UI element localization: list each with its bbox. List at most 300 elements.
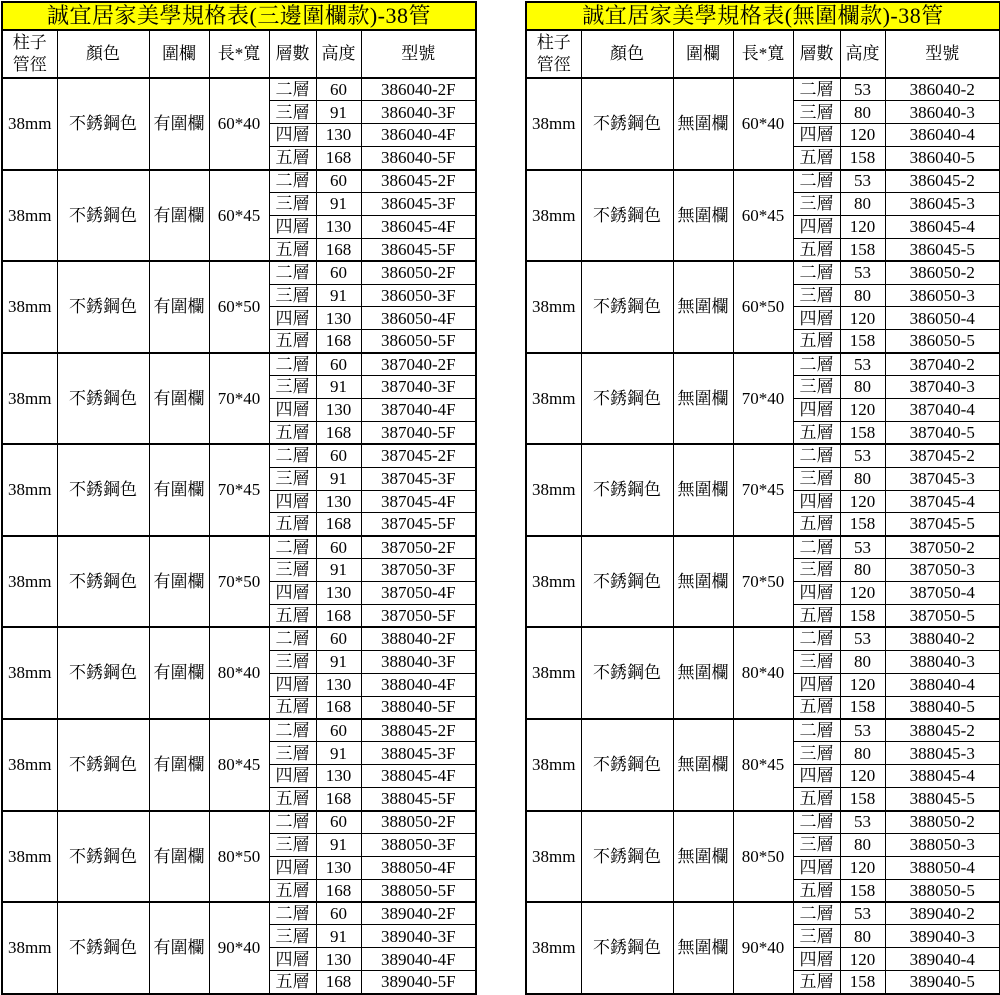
fence-cell: 無圍欄 (673, 170, 733, 262)
layers-cell: 三層 (793, 742, 840, 765)
model-cell: 387045-5F (361, 513, 476, 536)
layers-cell: 四層 (269, 490, 316, 513)
column-header-color: 顏色 (57, 30, 149, 78)
height-cell: 60 (316, 627, 361, 650)
spec-tables-container (1, 1, 1000, 995)
model-cell: 386040-5F (361, 147, 476, 170)
height-cell: 158 (840, 421, 885, 444)
fence-cell: 有圍欄 (149, 902, 209, 994)
size-cell: 90*40 (209, 902, 269, 994)
model-cell: 386045-3F (361, 192, 476, 215)
layers-cell: 三層 (269, 284, 316, 307)
spec-table-unfenced (525, 1, 1000, 995)
layers-cell: 二層 (269, 353, 316, 376)
model-cell: 388045-4 (885, 765, 1000, 788)
layers-cell: 三層 (269, 833, 316, 856)
height-cell: 158 (840, 696, 885, 719)
spec-row (526, 261, 1000, 284)
model-cell: 388050-3F (361, 833, 476, 856)
layers-cell: 三層 (269, 101, 316, 124)
color-cell: 不銹鋼色 (581, 719, 673, 811)
height-cell: 120 (840, 673, 885, 696)
model-cell: 386040-5 (885, 147, 1000, 170)
model-cell: 387050-3 (885, 559, 1000, 582)
size-cell: 70*45 (733, 444, 793, 536)
table-header-row (526, 30, 1000, 78)
column-header-layers: 層數 (793, 30, 840, 78)
diameter-cell: 38mm (2, 811, 57, 903)
model-cell: 387045-3 (885, 467, 1000, 490)
model-cell: 387045-2 (885, 444, 1000, 467)
height-cell: 60 (316, 719, 361, 742)
height-cell: 91 (316, 101, 361, 124)
model-cell: 386045-4 (885, 215, 1000, 238)
model-cell: 387050-5 (885, 604, 1000, 627)
layers-cell: 四層 (793, 856, 840, 879)
height-cell: 158 (840, 147, 885, 170)
model-cell: 388045-5 (885, 788, 1000, 811)
layers-cell: 五層 (269, 971, 316, 994)
model-cell: 388040-2 (885, 627, 1000, 650)
color-cell: 不銹鋼色 (581, 811, 673, 903)
column-header-size: 長*寬 (733, 30, 793, 78)
layers-cell: 四層 (793, 215, 840, 238)
size-cell: 60*50 (209, 261, 269, 353)
layers-cell: 二層 (793, 444, 840, 467)
model-cell: 388040-5 (885, 696, 1000, 719)
model-cell: 389040-4F (361, 948, 476, 971)
layers-cell: 五層 (793, 879, 840, 902)
column-header-line: 柱子 (536, 32, 571, 52)
height-cell: 53 (840, 170, 885, 193)
height-cell: 53 (840, 78, 885, 101)
height-cell: 80 (840, 833, 885, 856)
layers-cell: 三層 (793, 284, 840, 307)
color-cell: 不銹鋼色 (581, 536, 673, 628)
model-cell: 388045-2F (361, 719, 476, 742)
diameter-cell: 38mm (2, 78, 57, 170)
color-cell: 不銹鋼色 (581, 261, 673, 353)
height-cell: 53 (840, 353, 885, 376)
model-cell: 388050-2 (885, 811, 1000, 834)
diameter-cell: 38mm (526, 536, 581, 628)
spec-row (526, 627, 1000, 650)
diameter-cell: 38mm (526, 261, 581, 353)
size-cell: 60*45 (733, 170, 793, 262)
column-header-model: 型號 (361, 30, 476, 78)
diameter-cell: 38mm (2, 444, 57, 536)
layers-cell: 五層 (269, 696, 316, 719)
diameter-cell: 38mm (526, 811, 581, 903)
layers-cell: 二層 (269, 444, 316, 467)
model-cell: 386045-5 (885, 238, 1000, 261)
height-cell: 158 (840, 879, 885, 902)
model-cell: 388050-5F (361, 879, 476, 902)
layers-cell: 二層 (793, 353, 840, 376)
color-cell: 不銹鋼色 (581, 444, 673, 536)
size-cell: 70*45 (209, 444, 269, 536)
height-cell: 91 (316, 559, 361, 582)
diameter-cell: 38mm (526, 353, 581, 445)
model-cell: 386050-5 (885, 330, 1000, 353)
height-cell: 80 (840, 376, 885, 399)
height-cell: 120 (840, 124, 885, 147)
model-cell: 386045-5F (361, 238, 476, 261)
model-cell: 386050-4 (885, 307, 1000, 330)
color-cell: 不銹鋼色 (57, 353, 149, 445)
model-cell: 386045-2F (361, 170, 476, 193)
model-cell: 389040-4 (885, 948, 1000, 971)
layers-cell: 四層 (793, 765, 840, 788)
model-cell: 387050-2 (885, 536, 1000, 559)
fence-cell: 無圍欄 (673, 261, 733, 353)
spec-row (2, 627, 476, 650)
size-cell: 80*45 (733, 719, 793, 811)
height-cell: 158 (840, 788, 885, 811)
layers-cell: 三層 (269, 376, 316, 399)
diameter-cell: 38mm (526, 78, 581, 170)
height-cell: 80 (840, 742, 885, 765)
height-cell: 91 (316, 650, 361, 673)
model-cell: 386040-2 (885, 78, 1000, 101)
layers-cell: 三層 (793, 101, 840, 124)
height-cell: 53 (840, 261, 885, 284)
size-cell: 70*40 (733, 353, 793, 445)
diameter-cell: 38mm (2, 902, 57, 994)
spec-row (2, 811, 476, 834)
diameter-cell: 38mm (2, 719, 57, 811)
height-cell: 60 (316, 444, 361, 467)
model-cell: 387045-2F (361, 444, 476, 467)
model-cell: 388040-3F (361, 650, 476, 673)
layers-cell: 三層 (269, 467, 316, 490)
column-header-line: 管徑 (12, 55, 47, 74)
height-cell: 80 (840, 925, 885, 948)
spec-row (2, 536, 476, 559)
height-cell: 120 (840, 582, 885, 605)
height-cell: 158 (840, 604, 885, 627)
model-cell: 386050-4F (361, 307, 476, 330)
layers-cell: 四層 (793, 124, 840, 147)
layers-cell: 二層 (269, 78, 316, 101)
height-cell: 60 (316, 353, 361, 376)
fence-cell: 無圍欄 (673, 78, 733, 170)
layers-cell: 三層 (793, 559, 840, 582)
height-cell: 80 (840, 559, 885, 582)
layers-cell: 二層 (793, 170, 840, 193)
layers-cell: 四層 (793, 398, 840, 421)
layers-cell: 三層 (269, 925, 316, 948)
diameter-cell: 38mm (526, 170, 581, 262)
color-cell: 不銹鋼色 (57, 261, 149, 353)
height-cell: 53 (840, 719, 885, 742)
layers-cell: 四層 (269, 124, 316, 147)
model-cell: 387040-4F (361, 398, 476, 421)
layers-cell: 二層 (269, 902, 316, 925)
height-cell: 120 (840, 490, 885, 513)
model-cell: 387040-2 (885, 353, 1000, 376)
height-cell: 158 (840, 513, 885, 536)
size-cell: 60*50 (733, 261, 793, 353)
height-cell: 120 (840, 856, 885, 879)
layers-cell: 四層 (269, 307, 316, 330)
spec-row (526, 78, 1000, 101)
model-cell: 387040-3F (361, 376, 476, 399)
layers-cell: 四層 (793, 307, 840, 330)
model-cell: 387050-5F (361, 604, 476, 627)
spec-row (2, 902, 476, 925)
column-header-model: 型號 (885, 30, 1000, 78)
diameter-cell: 38mm (526, 444, 581, 536)
model-cell: 388050-5 (885, 879, 1000, 902)
layers-cell: 四層 (793, 490, 840, 513)
height-cell: 130 (316, 307, 361, 330)
size-cell: 70*50 (209, 536, 269, 628)
color-cell: 不銹鋼色 (57, 78, 149, 170)
height-cell: 120 (840, 948, 885, 971)
layers-cell: 四層 (269, 856, 316, 879)
layers-cell: 五層 (793, 604, 840, 627)
layers-cell: 四層 (269, 398, 316, 421)
model-cell: 386040-4 (885, 124, 1000, 147)
table-header-row (2, 30, 476, 78)
height-cell: 130 (316, 765, 361, 788)
diameter-cell: 38mm (526, 902, 581, 994)
size-cell: 70*50 (733, 536, 793, 628)
spec-row (2, 170, 476, 193)
size-cell: 80*40 (733, 627, 793, 719)
height-cell: 53 (840, 811, 885, 834)
layers-cell: 三層 (269, 650, 316, 673)
color-cell: 不銹鋼色 (581, 78, 673, 170)
fence-cell: 有圍欄 (149, 536, 209, 628)
model-cell: 389040-3F (361, 925, 476, 948)
layers-cell: 五層 (269, 604, 316, 627)
column-header-fence: 圍欄 (149, 30, 209, 78)
model-cell: 386050-3F (361, 284, 476, 307)
height-cell: 60 (316, 170, 361, 193)
layers-cell: 三層 (793, 192, 840, 215)
model-cell: 388040-4 (885, 673, 1000, 696)
size-cell: 80*50 (209, 811, 269, 903)
color-cell: 不銹鋼色 (57, 811, 149, 903)
layers-cell: 五層 (793, 238, 840, 261)
height-cell: 158 (840, 971, 885, 994)
spec-row (2, 78, 476, 101)
height-cell: 80 (840, 101, 885, 124)
layers-cell: 二層 (269, 811, 316, 834)
color-cell: 不銹鋼色 (581, 902, 673, 994)
height-cell: 60 (316, 902, 361, 925)
model-cell: 389040-2F (361, 902, 476, 925)
model-cell: 388040-5F (361, 696, 476, 719)
diameter-cell: 38mm (2, 261, 57, 353)
diameter-cell: 38mm (526, 627, 581, 719)
height-cell: 120 (840, 398, 885, 421)
layers-cell: 二層 (269, 261, 316, 284)
spec-row (526, 536, 1000, 559)
height-cell: 80 (840, 192, 885, 215)
spec-row (526, 353, 1000, 376)
height-cell: 168 (316, 147, 361, 170)
model-cell: 386050-3 (885, 284, 1000, 307)
height-cell: 53 (840, 627, 885, 650)
column-header-diameter (526, 30, 581, 78)
height-cell: 60 (316, 261, 361, 284)
color-cell: 不銹鋼色 (581, 627, 673, 719)
model-cell: 387050-4 (885, 582, 1000, 605)
diameter-cell: 38mm (2, 627, 57, 719)
layers-cell: 二層 (269, 627, 316, 650)
column-header-fence: 圍欄 (673, 30, 733, 78)
height-cell: 53 (840, 536, 885, 559)
size-cell: 80*45 (209, 719, 269, 811)
height-cell: 80 (840, 650, 885, 673)
fence-cell: 無圍欄 (673, 444, 733, 536)
layers-cell: 二層 (793, 719, 840, 742)
model-cell: 388050-4F (361, 856, 476, 879)
layers-cell: 四層 (269, 948, 316, 971)
spec-row (526, 811, 1000, 834)
spec-row (2, 353, 476, 376)
model-cell: 387040-5 (885, 421, 1000, 444)
layers-cell: 四層 (793, 948, 840, 971)
layers-cell: 三層 (269, 559, 316, 582)
column-header-diameter (2, 30, 57, 78)
height-cell: 130 (316, 215, 361, 238)
height-cell: 130 (316, 398, 361, 421)
layers-cell: 五層 (793, 513, 840, 536)
height-cell: 80 (840, 467, 885, 490)
height-cell: 53 (840, 444, 885, 467)
height-cell: 91 (316, 467, 361, 490)
layers-cell: 二層 (269, 536, 316, 559)
size-cell: 80*50 (733, 811, 793, 903)
color-cell: 不銹鋼色 (57, 719, 149, 811)
height-cell: 60 (316, 811, 361, 834)
height-cell: 130 (316, 582, 361, 605)
height-cell: 60 (316, 536, 361, 559)
height-cell: 120 (840, 215, 885, 238)
spec-row (526, 170, 1000, 193)
column-header-height: 高度 (840, 30, 885, 78)
column-header-height: 高度 (316, 30, 361, 78)
size-cell: 60*40 (209, 78, 269, 170)
color-cell: 不銹鋼色 (581, 170, 673, 262)
diameter-cell: 38mm (2, 536, 57, 628)
model-cell: 387050-3F (361, 559, 476, 582)
column-header-layers: 層數 (269, 30, 316, 78)
fence-cell: 無圍欄 (673, 719, 733, 811)
model-cell: 388045-3 (885, 742, 1000, 765)
height-cell: 168 (316, 421, 361, 444)
spec-row (2, 444, 476, 467)
layers-cell: 五層 (793, 421, 840, 444)
spec-row (2, 719, 476, 742)
spec-row (526, 444, 1000, 467)
layers-cell: 五層 (793, 147, 840, 170)
table-title-row (2, 2, 476, 30)
size-cell: 90*40 (733, 902, 793, 994)
size-cell: 60*45 (209, 170, 269, 262)
color-cell: 不銹鋼色 (57, 170, 149, 262)
layers-cell: 三層 (269, 742, 316, 765)
model-cell: 387040-4 (885, 398, 1000, 421)
table-title-row (526, 2, 1000, 30)
model-cell: 386045-2 (885, 170, 1000, 193)
color-cell: 不銹鋼色 (57, 627, 149, 719)
fence-cell: 有圍欄 (149, 170, 209, 262)
fence-cell: 無圍欄 (673, 627, 733, 719)
layers-cell: 四層 (269, 673, 316, 696)
model-cell: 389040-5 (885, 971, 1000, 994)
height-cell: 130 (316, 490, 361, 513)
size-cell: 60*40 (733, 78, 793, 170)
spec-row (526, 719, 1000, 742)
model-cell: 386050-5F (361, 330, 476, 353)
layers-cell: 五層 (269, 788, 316, 811)
height-cell: 168 (316, 513, 361, 536)
layers-cell: 五層 (793, 971, 840, 994)
layers-cell: 三層 (793, 833, 840, 856)
model-cell: 387040-5F (361, 421, 476, 444)
spec-row (526, 902, 1000, 925)
layers-cell: 三層 (793, 650, 840, 673)
fence-cell: 無圍欄 (673, 536, 733, 628)
height-cell: 80 (840, 284, 885, 307)
model-cell: 387050-2F (361, 536, 476, 559)
model-cell: 387040-2F (361, 353, 476, 376)
height-cell: 91 (316, 192, 361, 215)
height-cell: 91 (316, 925, 361, 948)
height-cell: 60 (316, 78, 361, 101)
height-cell: 91 (316, 742, 361, 765)
model-cell: 388040-3 (885, 650, 1000, 673)
fence-cell: 有圍欄 (149, 261, 209, 353)
model-cell: 387045-4F (361, 490, 476, 513)
height-cell: 168 (316, 788, 361, 811)
diameter-cell: 38mm (2, 353, 57, 445)
layers-cell: 五層 (793, 330, 840, 353)
model-cell: 388050-2F (361, 811, 476, 834)
height-cell: 158 (840, 238, 885, 261)
size-cell: 70*40 (209, 353, 269, 445)
fence-cell: 無圍欄 (673, 902, 733, 994)
model-cell: 388045-5F (361, 788, 476, 811)
model-cell: 389040-3 (885, 925, 1000, 948)
layers-cell: 五層 (793, 788, 840, 811)
diameter-cell: 38mm (526, 719, 581, 811)
layers-cell: 五層 (269, 421, 316, 444)
height-cell: 53 (840, 902, 885, 925)
fence-cell: 有圍欄 (149, 627, 209, 719)
layers-cell: 五層 (269, 513, 316, 536)
height-cell: 168 (316, 971, 361, 994)
model-cell: 387045-4 (885, 490, 1000, 513)
layers-cell: 二層 (793, 902, 840, 925)
model-cell: 389040-5F (361, 971, 476, 994)
height-cell: 168 (316, 879, 361, 902)
column-header-line: 柱子 (12, 32, 47, 52)
column-header-size: 長*寬 (209, 30, 269, 78)
color-cell: 不銹鋼色 (581, 353, 673, 445)
layers-cell: 二層 (793, 536, 840, 559)
spec-table-fenced (1, 1, 477, 995)
height-cell: 130 (316, 948, 361, 971)
height-cell: 168 (316, 696, 361, 719)
model-cell: 386045-3 (885, 192, 1000, 215)
layers-cell: 五層 (269, 238, 316, 261)
